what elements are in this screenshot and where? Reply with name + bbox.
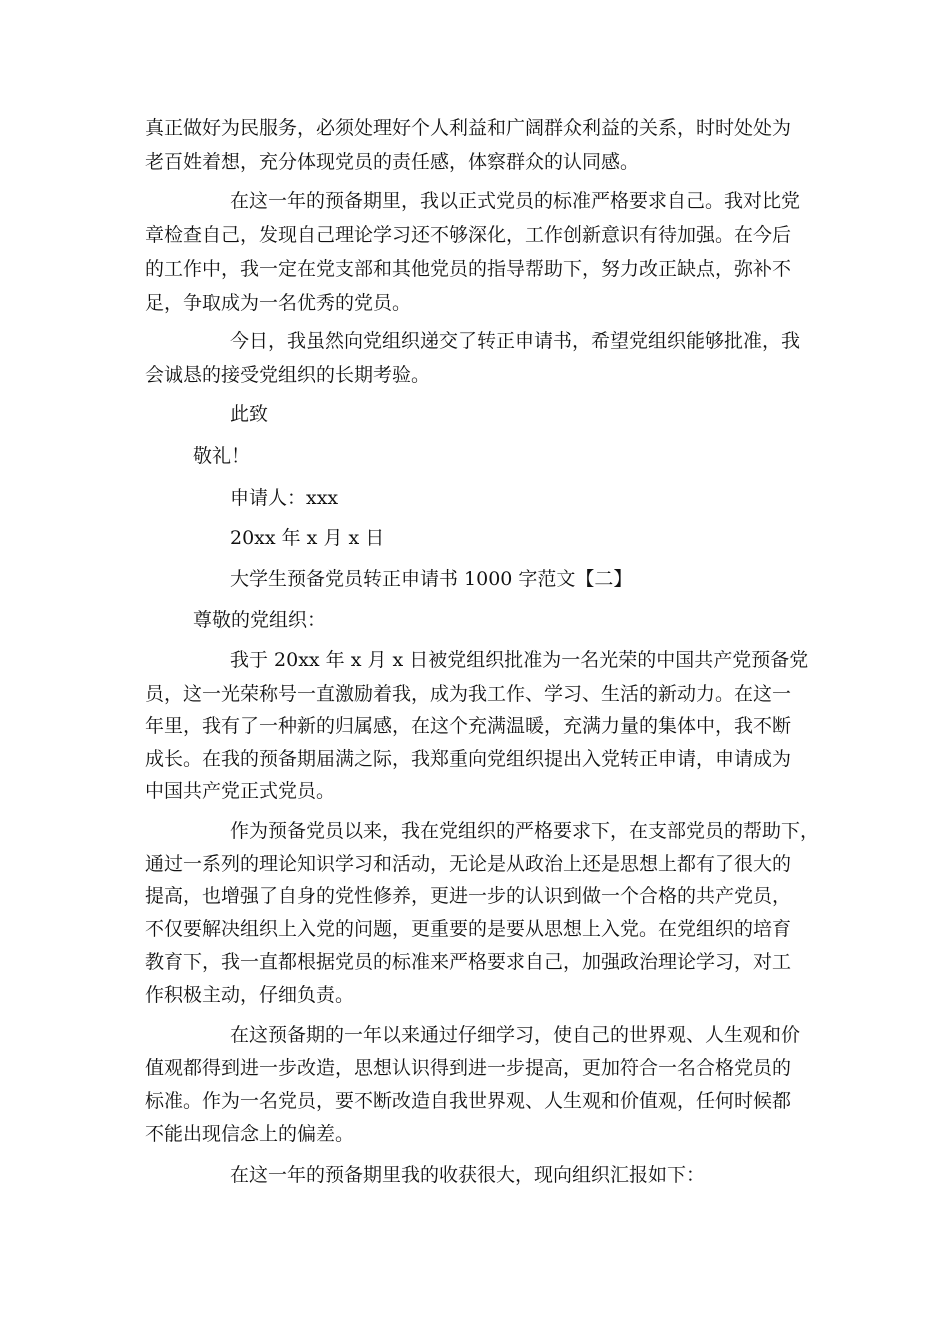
section-title: 大学生预备党员转正申请书 1000 字范文【二】 bbox=[230, 568, 633, 590]
text-line: 年里，我有了一种新的归属感，在这个充满温暖，充满力量的集体中，我不断 bbox=[145, 715, 792, 737]
text-line: 在这一年的预备期里我的收获很大，现向组织汇报如下： bbox=[230, 1164, 706, 1186]
text-line: 中国共产党正式党员。 bbox=[145, 780, 336, 802]
application-date: 20xx 年 x 月 x 日 bbox=[230, 527, 385, 549]
text-line: 值观都得到进一步改造，思想认识得到进一步提高，更加符合一名合格党员的 bbox=[145, 1057, 792, 1079]
text-line: 不能出现信念上的偏差。 bbox=[145, 1123, 355, 1145]
text-line: 的工作中，我一定在党支部和其他党员的指导帮助下，努力改正缺点，弥补不 bbox=[145, 258, 792, 280]
text-line: 今日，我虽然向党组织递交了转正申请书，希望党组织能够批准，我 bbox=[230, 330, 801, 352]
text-line: 作为预备党员以来，我在党组织的严格要求下，在支部党员的帮助下， bbox=[230, 820, 820, 842]
closing-regards: 敬礼！ bbox=[193, 445, 251, 467]
text-line: 会诚恳的接受党组织的长期考验。 bbox=[145, 364, 431, 386]
text-line: 成长。在我的预备期届满之际，我郑重向党组织提出入党转正申请，申请成为 bbox=[145, 748, 792, 770]
text-line: 标准。作为一名党员，要不断改造自我世界观、人生观和价值观，任何时候都 bbox=[145, 1090, 792, 1112]
text-line: 我于 20xx 年 x 月 x 日被党组织批准为一名光荣的中国共产党预备党 bbox=[230, 649, 809, 671]
closing-salutation: 此致 bbox=[230, 403, 269, 425]
text-line: 在这一年的预备期里，我以正式党员的标准严格要求自己。我对比党 bbox=[230, 190, 801, 212]
text-line: 足，争取成为一名优秀的党员。 bbox=[145, 292, 412, 314]
text-line: 提高，也增强了自身的党性修养，更进一步的认识到做一个合格的共产党员， bbox=[145, 885, 792, 907]
text-line: 通过一系列的理论知识学习和活动，无论是从政治上还是思想上都有了很大的 bbox=[145, 853, 792, 875]
greeting: 尊敬的党组织： bbox=[193, 609, 327, 631]
text-line: 作积极主动，仔细负责。 bbox=[145, 984, 355, 1006]
text-line: 真正做好为民服务，必须处理好个人利益和广阔群众利益的关系，时时处处为 bbox=[145, 117, 792, 139]
text-line: 教育下，我一直都根据党员的标准来严格要求自己，加强政治理论学习，对工 bbox=[145, 951, 792, 973]
text-line: 章检查自己，发现自己理论学习还不够深化，工作创新意识有待加强。在今后 bbox=[145, 224, 792, 246]
text-line: 老百姓着想，充分体现党员的责任感，体察群众的认同感。 bbox=[145, 151, 640, 173]
text-line: 不仅要解决组织上入党的问题，更重要的是要从思想上入党。在党组织的培育 bbox=[145, 918, 792, 940]
applicant-signature: 申请人：xxx bbox=[230, 487, 339, 509]
text-line: 员，这一光荣称号一直激励着我，成为我工作、学习、生活的新动力。在这一 bbox=[145, 683, 792, 705]
text-line: 在这预备期的一年以来通过仔细学习，使自己的世界观、人生观和价 bbox=[230, 1024, 801, 1046]
